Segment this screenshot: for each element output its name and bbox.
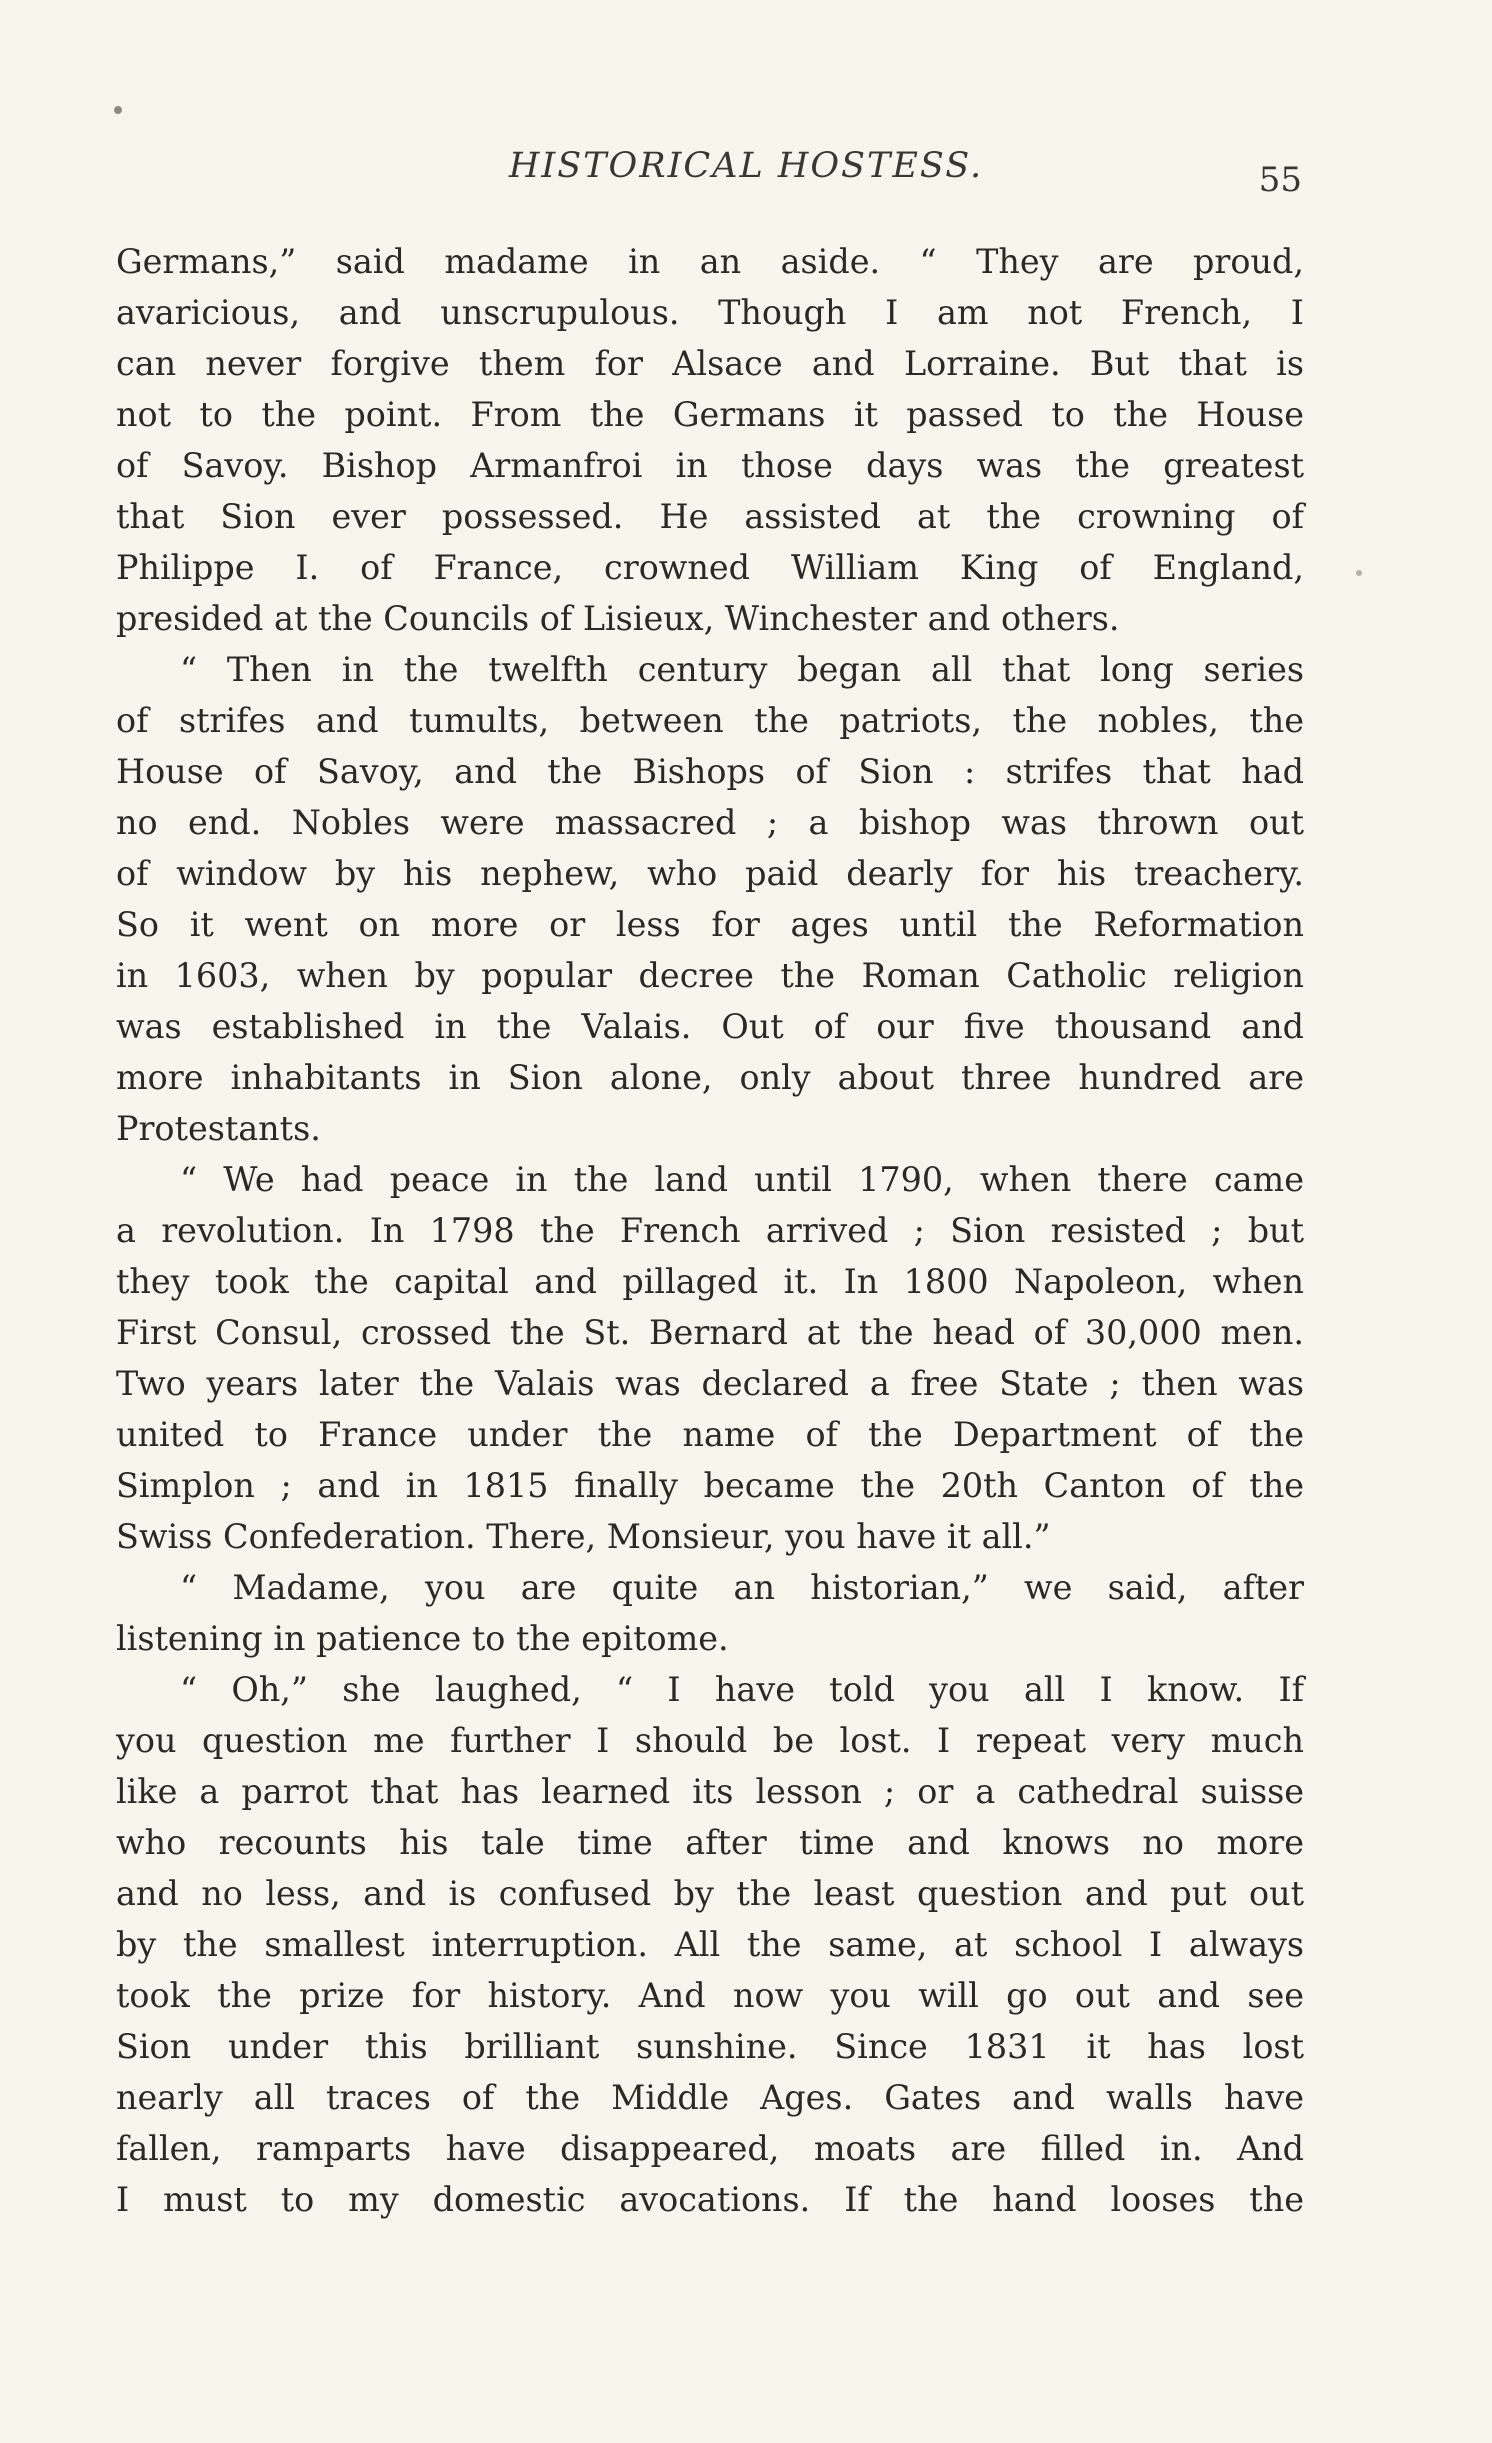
text-line: was established in the Valais. Out of our five thousand and: [116, 1007, 1304, 1046]
body-text: [116, 236, 1304, 2236]
text-line: no end. Nobles were massacred ; a bishop was thrown out: [116, 803, 1304, 842]
text-line: fallen, ramparts have disappeared, moats are filled in. And: [116, 2129, 1304, 2168]
text-line: “ Madame, you are quite an historian,” we said, after: [180, 1568, 1304, 1607]
text-line: Simplon ; and in 1815 finally became the 20th Canton of the: [116, 1466, 1304, 1505]
text-line: more inhabitants in Sion alone, only about three hundred are: [116, 1058, 1304, 1097]
text-line: that Sion ever possessed. He assisted at the crowning of: [116, 497, 1304, 536]
text-line: So it went on more or less for ages until the Reformation: [116, 905, 1304, 944]
running-title: HISTORICAL HOSTESS.: [508, 146, 984, 186]
text-line: by the smallest interruption. All the same, at school I always: [116, 1925, 1304, 1964]
text-line: you question me further I should be lost. I repeat very much: [116, 1721, 1304, 1760]
text-line: and no less, and is confused by the least question and put out: [116, 1874, 1304, 1913]
text-line: Swiss Confederation. There, Monsieur, you have it all.”: [116, 1517, 1051, 1556]
text-line: of strifes and tumults, between the patriots, the nobles, the: [116, 701, 1304, 740]
page-number: 55: [1258, 160, 1302, 200]
text-line: listening in patience to the epitome.: [116, 1619, 729, 1658]
text-line: they took the capital and pillaged it. In 1800 Napoleon, when: [116, 1262, 1304, 1301]
text-line: took the prize for history. And now you will go out and see: [116, 1976, 1304, 2015]
text-line: Protestants.: [116, 1109, 321, 1148]
ink-spot: [114, 106, 122, 114]
text-line: “ Then in the twelfth century began all that long series: [180, 650, 1304, 689]
text-line: nearly all traces of the Middle Ages. Gates and walls have: [116, 2078, 1304, 2117]
text-line: Philippe I. of France, crowned William King of England,: [116, 548, 1304, 587]
text-line: can never forgive them for Alsace and Lorraine. But that is: [116, 344, 1304, 383]
text-line: House of Savoy, and the Bishops of Sion : strifes that had: [116, 752, 1304, 791]
text-line: of window by his nephew, who paid dearly for his treachery.: [116, 854, 1304, 893]
text-line: in 1603, when by popular decree the Roman Catholic religion: [116, 956, 1304, 995]
text-line: united to France under the name of the Department of the: [116, 1415, 1304, 1454]
text-line: not to the point. From the Germans it passed to the House: [116, 395, 1304, 434]
text-line: of Savoy. Bishop Armanfroi in those days was the greatest: [116, 446, 1304, 485]
text-line: a revolution. In 1798 the French arrived ; Sion resisted ; but: [116, 1211, 1304, 1250]
text-line: avaricious, and unscrupulous. Though I am not French, I: [116, 293, 1304, 332]
text-line: I must to my domestic avocations. If the hand looses the: [116, 2180, 1304, 2219]
text-line: Germans,” said madame in an aside. “ They are proud,: [116, 242, 1304, 281]
text-line: Two years later the Valais was declared a free State ; then was: [116, 1364, 1304, 1403]
text-line: like a parrot that has learned its lesson ; or a cathedral suisse: [116, 1772, 1304, 1811]
text-line: presided at the Councils of Lisieux, Winchester and others.: [116, 599, 1120, 638]
text-line: “ We had peace in the land until 1790, when there came: [180, 1160, 1304, 1199]
text-line: “ Oh,” she laughed, “ I have told you all I know. If: [180, 1670, 1304, 1709]
margin-mark: [1356, 570, 1362, 576]
text-line: Sion under this brilliant sunshine. Since 1831 it has lost: [116, 2027, 1304, 2066]
text-line: First Consul, crossed the St. Bernard at the head of 30,000 men.: [116, 1313, 1304, 1352]
page-header: [0, 130, 1492, 200]
text-line: who recounts his tale time after time and knows no more: [116, 1823, 1304, 1862]
